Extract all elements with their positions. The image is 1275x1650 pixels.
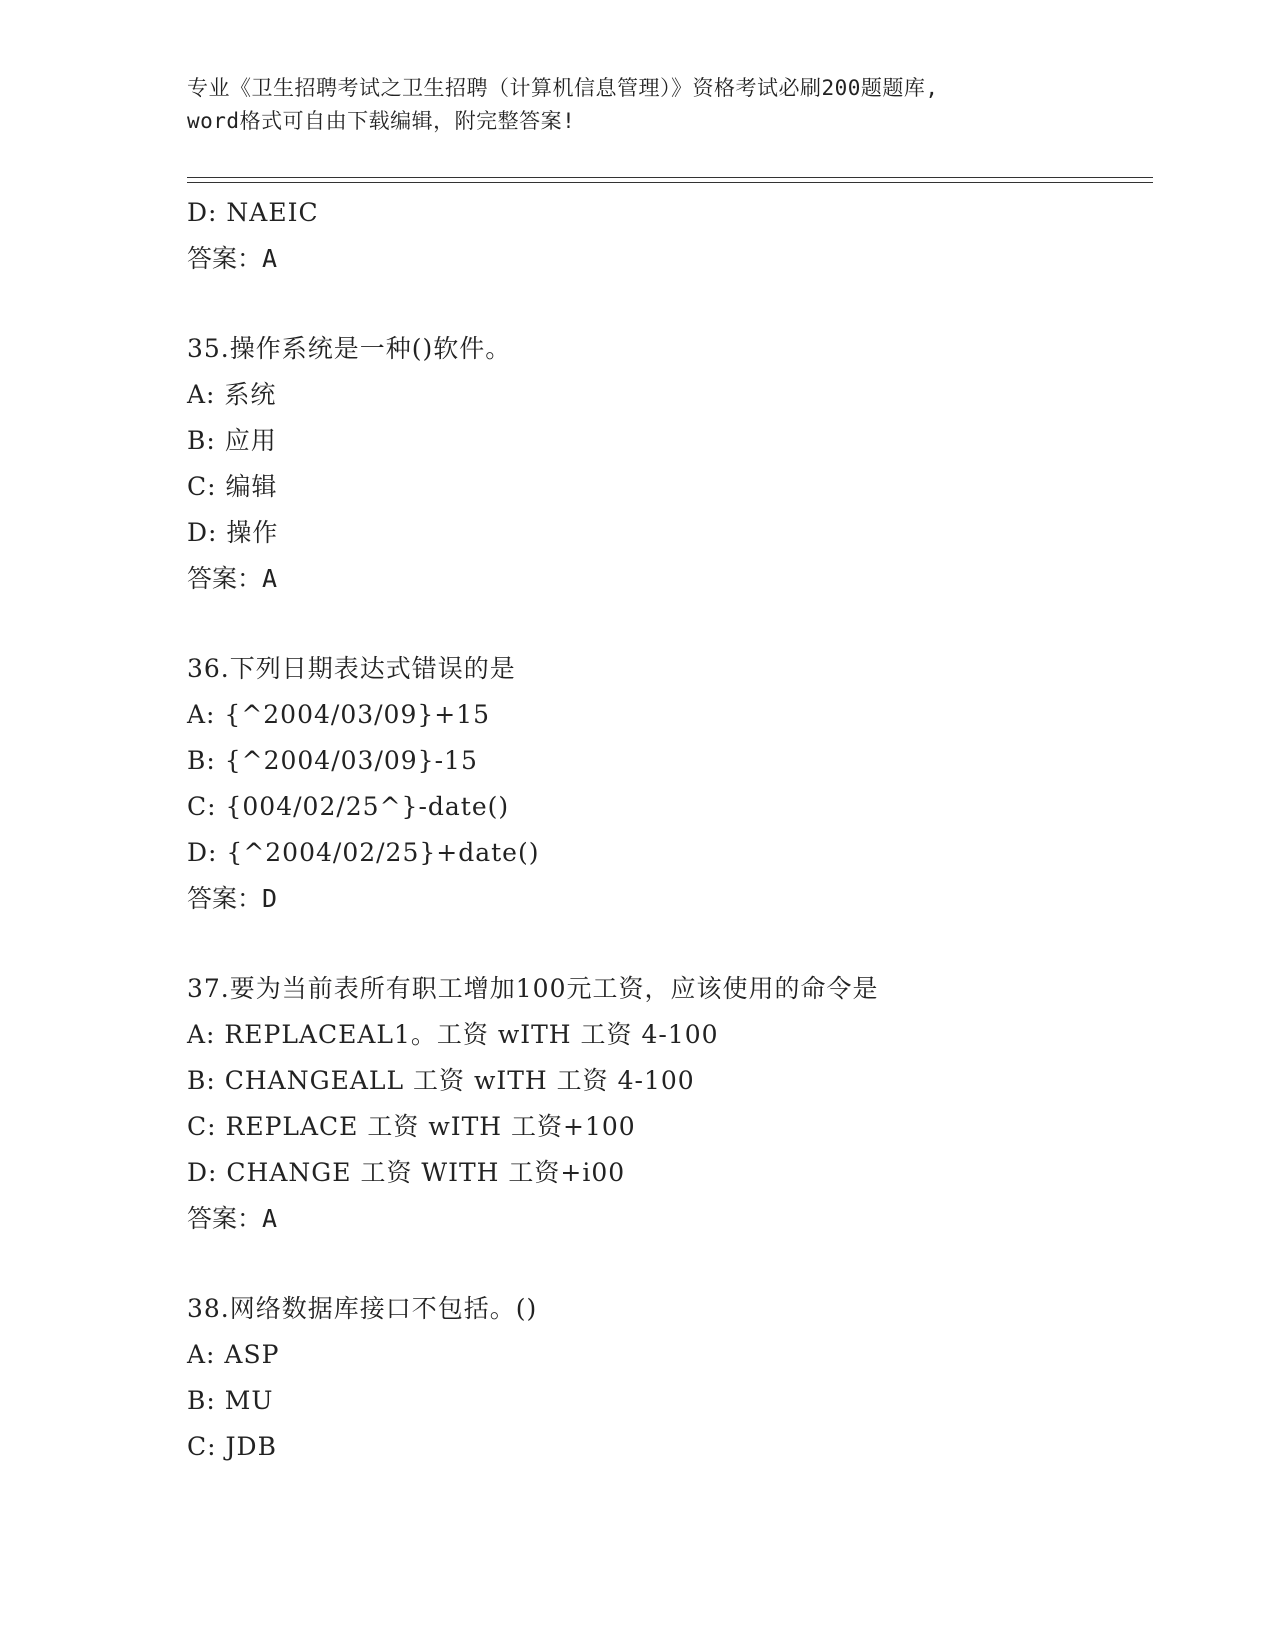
- question-stem: 35.操作系统是一种()软件。: [187, 334, 512, 363]
- question-stem: 37.要为当前表所有职工增加100元工资，应该使用的命令是: [187, 974, 879, 1003]
- spacer: [187, 1242, 1147, 1286]
- header-divider-bottom: [187, 182, 1153, 183]
- document-header: [187, 72, 1087, 138]
- question-block-35: [187, 326, 1147, 602]
- answer-line: 答案：A: [187, 1204, 278, 1233]
- answer-line: 答案：A: [187, 244, 278, 273]
- question-block-37: [187, 966, 1147, 1242]
- option-c: C: {004/02/25^}-date(): [187, 792, 510, 821]
- option-b: B: {^2004/03/09}-15: [187, 746, 478, 775]
- option-b: B: MU: [187, 1386, 274, 1415]
- option-d: D: 操作: [187, 518, 279, 547]
- question-block-36: [187, 646, 1147, 922]
- spacer: [187, 602, 1147, 646]
- answer-line: 答案：A: [187, 564, 278, 593]
- option-a: A: 系统: [187, 380, 277, 409]
- option-d: D: CHANGE 工资 WITH 工资+i00: [187, 1158, 626, 1187]
- option-a: A: REPLACEAL1。工资 wITH 工资 4-100: [187, 1020, 719, 1049]
- option-a: A: {^2004/03/09}+15: [187, 700, 491, 729]
- answer-line: 答案：D: [187, 884, 278, 913]
- option-c: C: JDB: [187, 1432, 277, 1461]
- option-a: A: ASP: [187, 1340, 280, 1369]
- option-d: D: {^2004/02/25}+date(): [187, 838, 540, 867]
- option-b: B: 应用: [187, 426, 277, 455]
- option-c: C: 编辑: [187, 472, 278, 501]
- option-b: B: CHANGEALL 工资 wITH 工资 4-100: [187, 1066, 695, 1095]
- option-d: D: NAEIC: [187, 198, 319, 227]
- header-divider-top: [187, 177, 1153, 178]
- header-title-line-1: 专业《卫生招聘考试之卫生招聘（计算机信息管理）》资格考试必刷200题题库,: [187, 76, 939, 100]
- question-stem: 36.下列日期表达式错误的是: [187, 654, 516, 683]
- option-c: C: REPLACE 工资 wITH 工资+100: [187, 1112, 636, 1141]
- question-block-prev: [187, 190, 1147, 282]
- header-title-line-2: word格式可自由下载编辑，附完整答案!: [187, 109, 576, 133]
- question-block-38: [187, 1286, 1147, 1470]
- question-list: [187, 190, 1147, 1470]
- spacer: [187, 922, 1147, 966]
- spacer: [187, 282, 1147, 326]
- question-stem: 38.网络数据库接口不包括。(): [187, 1294, 538, 1323]
